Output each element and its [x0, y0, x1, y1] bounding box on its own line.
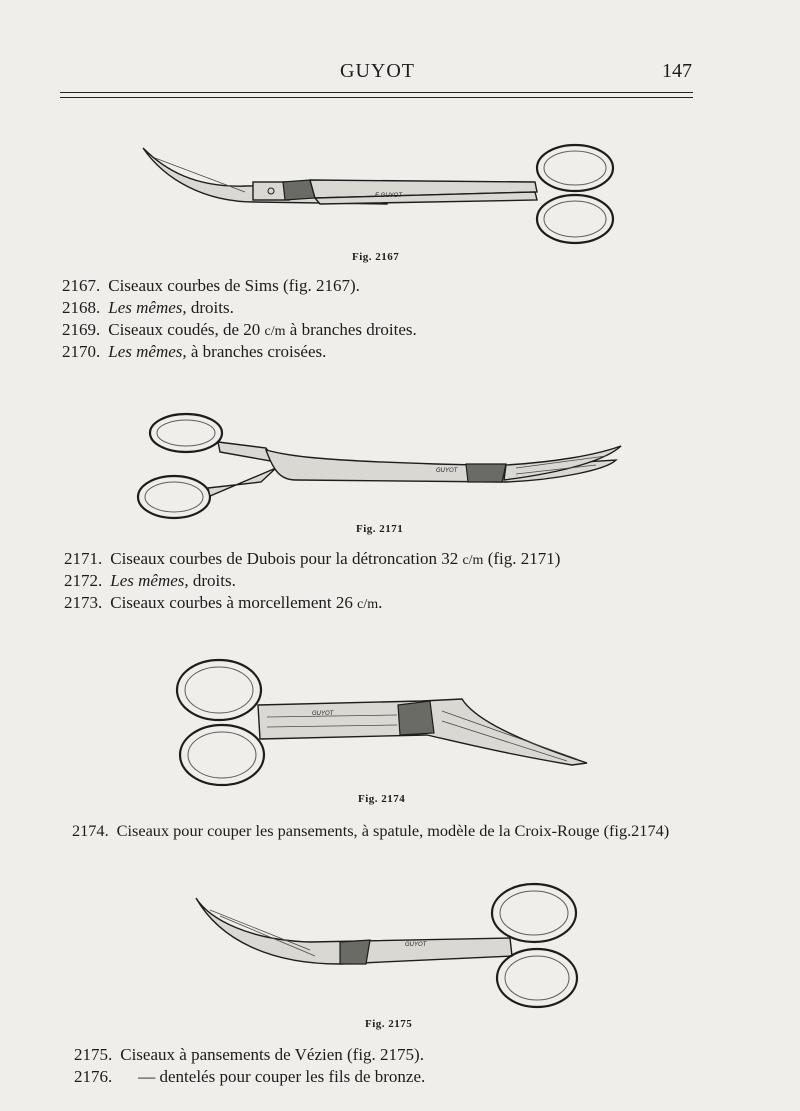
- entry-2174: 2174. Ciseaux pour couper les pansements, à spatule, modèle de la Croix-Rouge (fig.2174): [72, 821, 670, 840]
- scissors-illustration-2167: [135, 140, 620, 250]
- entry-2176: 2176. — dentelés pour couper les fils de bronze.: [74, 1067, 426, 1086]
- page-number: 147: [662, 60, 692, 82]
- scissors-illustration-2171: [136, 410, 626, 525]
- maker-stamp: GUYOT: [405, 942, 427, 948]
- entry-2171: 2171. Ciseaux courbes de Dubois pour la détroncation 32 c/m (fig. 2171): [64, 549, 561, 568]
- scissors-illustration-2174: [172, 655, 597, 790]
- figure-caption: Fig. 2167: [352, 251, 400, 263]
- maker-stamp: GUYOT: [436, 468, 458, 474]
- maker-stamp: GUYOT: [312, 711, 334, 717]
- entry-2173: 2173. Ciseaux courbes à morcellement 26 c/m.: [64, 593, 383, 612]
- header-rule: [60, 92, 693, 93]
- entry-2167: 2167. Ciseaux courbes de Sims (fig. 2167).: [62, 276, 360, 295]
- entry-2175: 2175. Ciseaux à pansements de Vézien (fig. 2175).: [74, 1045, 424, 1064]
- maker-stamp: E.GUYOT: [375, 193, 403, 199]
- entry-2172: 2172. Les mêmes, droits.: [64, 571, 236, 590]
- figure-caption: Fig. 2171: [356, 523, 404, 535]
- entry-2168: 2168. Les mêmes, droits.: [62, 298, 234, 317]
- figure-caption: Fig. 2175: [365, 1018, 413, 1030]
- header-rule-thin: [60, 97, 693, 98]
- entry-2169: 2169. Ciseaux coudés, de 20 c/m à branches droites.: [62, 320, 417, 339]
- entry-2170: 2170. Les mêmes, à branches croisées.: [62, 342, 327, 361]
- scissors-illustration-2175: [190, 880, 585, 1015]
- figure-caption: Fig. 2174: [358, 793, 406, 805]
- running-header: GUYOT: [340, 60, 415, 82]
